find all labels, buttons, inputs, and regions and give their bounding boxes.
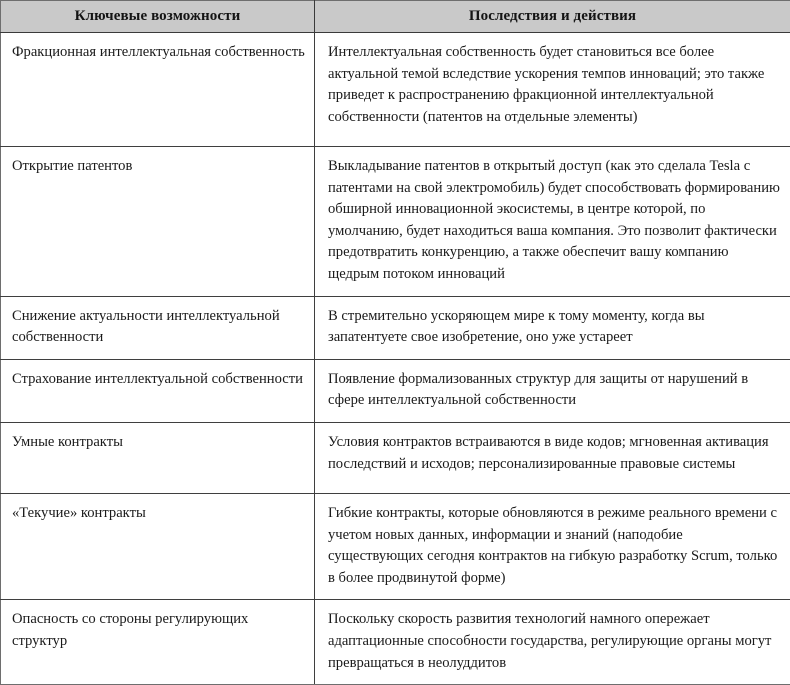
table-header-row bbox=[1, 1, 790, 33]
cell-key: Опасность со стороны регулирующих структур bbox=[1, 600, 315, 685]
table-row bbox=[1, 422, 790, 493]
column-header-value: Последствия и действия bbox=[315, 1, 790, 33]
cell-key: «Текучие» контракты bbox=[1, 493, 315, 599]
table-row bbox=[1, 359, 790, 422]
table-row bbox=[1, 147, 790, 297]
cell-key: Страхование интеллектуальной собственности bbox=[1, 359, 315, 422]
cell-value: Условия контрактов встраиваются в виде кодов; мгновенная активация последствий и исходов; персонализированные правовые системы bbox=[315, 422, 790, 493]
cell-value: Выкладывание патентов в открытый доступ (как это сделала Tesla с патентами на свой электромобиль) будет способствовать формированию обширной инновационной экосистемы, в центре которой, по умолчанию, будет находиться ваша компания. Это позволит фактически предотвратить конкуренцию, а также обеспечит вашу компанию щедрым потоком инноваций bbox=[315, 147, 790, 297]
table-row bbox=[1, 600, 790, 685]
table-body bbox=[1, 33, 790, 685]
cell-value: Поскольку скорость развития технологий намного опережает адаптационные способности государства, регулирующие органы могут превращаться в неолуддитов bbox=[315, 600, 790, 685]
cell-value: Гибкие контракты, которые обновляются в режиме реального времени с учетом новых данных, информации и знаний (наподобие существующих сегодня контрактов на гибкую разработку Scrum, только в более продвинутой форме) bbox=[315, 493, 790, 599]
cell-value: В стремительно ускоряющем мире к тому моменту, когда вы запатентуете свое изобретение, оно уже устареет bbox=[315, 296, 790, 359]
cell-value: Интеллектуальная собственность будет становиться все более актуальной темой вследствие ускорения темпов инноваций; это также приведет к распространению фракционной интеллектуальной собственности (патентов на отдельные элементы) bbox=[315, 33, 790, 147]
cell-key: Открытие патентов bbox=[1, 147, 315, 297]
column-header-key: Ключевые возможности bbox=[1, 1, 315, 33]
table-header bbox=[1, 1, 790, 33]
table-row bbox=[1, 33, 790, 147]
cell-value: Появление формализованных структур для защиты от нарушений в сфере интеллектуальной собственности bbox=[315, 359, 790, 422]
cell-key: Снижение актуальности интеллектуальной собственности bbox=[1, 296, 315, 359]
cell-key: Фракционная интеллектуальная собственность bbox=[1, 33, 315, 147]
cell-key: Умные контракты bbox=[1, 422, 315, 493]
table-row bbox=[1, 296, 790, 359]
table-row bbox=[1, 493, 790, 599]
